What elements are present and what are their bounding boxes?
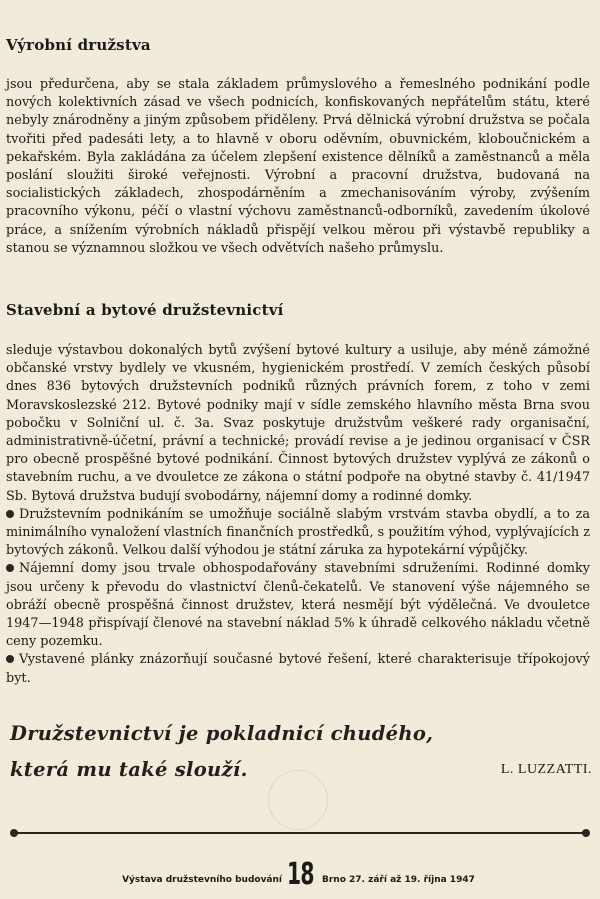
section-body-stavebni-druzstevnictvi (6, 342, 590, 688)
section-body-vyrobni-druzstva (6, 76, 590, 258)
footer-divider (14, 832, 586, 834)
paragraph-bullet: Nájemní domy jsou trvale obhospodařovány stavebními sdruženími. Rodinné domky jsou určeny k převodu do vlastnictví členů-čekatelů. Ve stanovení výše nájemného se obráží obecně prospěšná činnost družstev, která nesmějí být výdělečná. Ve dvouletce 1947—1948 přispívají členové na stavební náklad 5% k úhradě celkového nákladu včetně ceny pozemku. (6, 561, 590, 650)
faded-stamp (268, 770, 328, 830)
section-heading-stavebni-druzstevnictvi: Stavební a bytové družstevnictví (6, 301, 284, 319)
section-heading-vyrobni-druzstva: Výrobní družstva (6, 36, 151, 54)
quote-line-1: Družstevnictví je pokladnicí chudého, (10, 722, 434, 745)
bullet-icon (6, 510, 14, 518)
footer-dates: Brno 27. září až 19. října 1947 (322, 875, 475, 885)
paragraph: sleduje výstavbou dokonalých bytů zvýšení bytové kultury a usiluje, aby méně zámožné občanské vrstvy bydlely ve vkusném, hygienickém prostředí. V zemích českých působí dnes 836 bytových družstevních podniků různých právních forem, z toho v zemi Moravskoslezské 212. Bytové podniky mají v sídle zemského hlavního města Brna svou pobočku v Solniční ul. č. 3a. Svaz poskytuje družstvům veškeré rady organisační, administrativně-účetní, právní a technické; provádí revise a je jedinou organisací v ČSR pro obecně prospěšné bytové podnikání. Činnost bytových družstev vyplývá ze zákonů o stavebním ruchu, a ve dvouletce ze zákona o státní podpoře na obytné stavby č. 41/1947 Sb. Bytová družstva budují svobodárny, nájemní domy a rodinné domky. (6, 343, 590, 504)
paragraph: jsou předurčena, aby se stala základem průmyslového a řemeslného podnikání podle nových kolektivních zásad ve všech podnicích, konfiskovaných nepřátelům státu, které nebyly znárodněny a jiným způsobem přiděleny. Prvá dělnická výrobní družstva se počala tvořiti před padesáti lety, a to hlavně v oboru oděvním, obuvnickém, kloboučnickém a pekařském. Byla zakládána za účelem zlepšení existence dělníků a zaměstnanců a měla poslání sloužiti široké veřejnosti. Výrobní a pracovní družstva, budovaná na socialistických základech, zhospodárněním a zmechanisováním výroby, zvýšením pracovního výkonu, péčí o vlastní výchovu zaměstnanců-odborníků, zavedením úkolové práce, a snížením výrobních nákladů přispějí velkou měrou při výstavbě republiky a stanou se významnou složkou ve všech odvětvích našeho průmyslu. (6, 77, 590, 256)
bullet-icon (6, 655, 14, 663)
bullet-icon (6, 564, 14, 572)
page-number: 18 (287, 857, 314, 892)
paragraph-bullet: Vystavené plánky znázorňují současné bytové řešení, které charakterisuje třípokojový byt. (6, 652, 590, 686)
paragraph-bullet: Družstevním podnikáním se umožňuje sociálně slabým vrstvám stavba obydlí, a to za minimálního vynaložení vlastních finančních prostředků, s použitím výhod, vyplývajících z bytových zákonů. Velkou další výhodou je státní záruka za hypotekární výpůjčky. (6, 506, 590, 559)
footer-exhibition-title: Výstava družstevního budování (122, 875, 282, 885)
quote-line-2: která mu také slouží. (10, 758, 248, 781)
quote-author: L. LUZZATTI. (500, 762, 592, 777)
